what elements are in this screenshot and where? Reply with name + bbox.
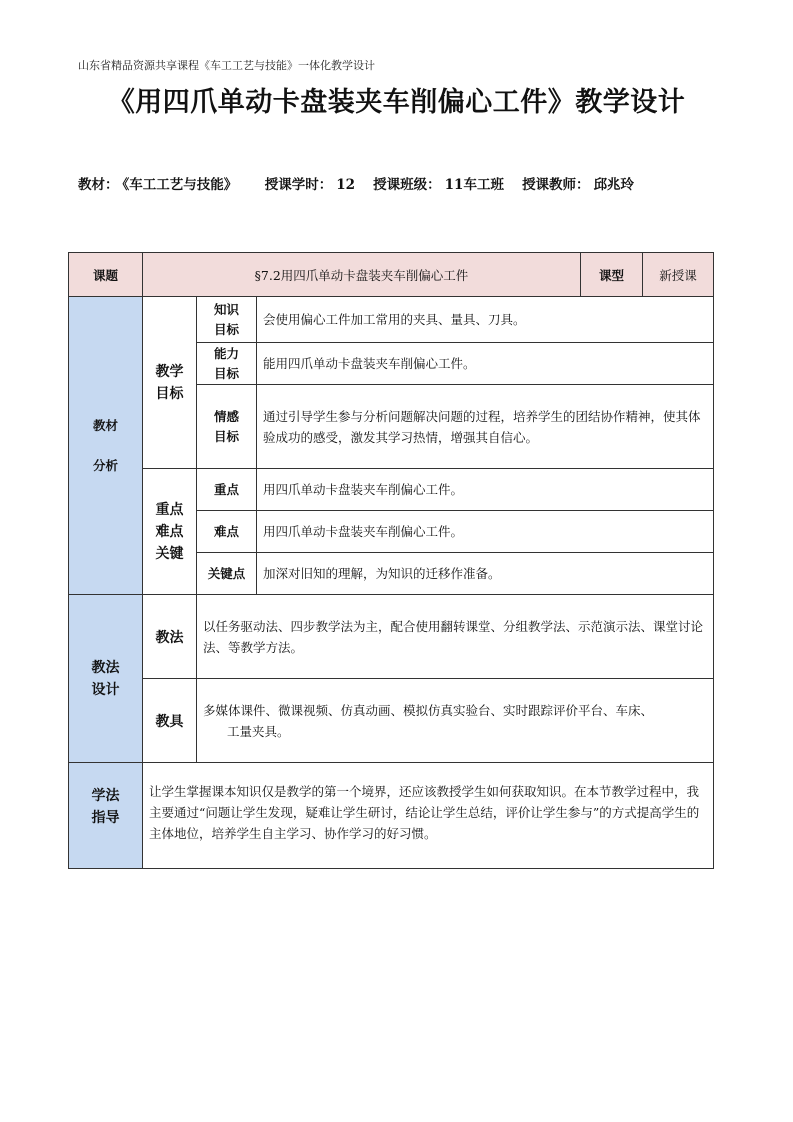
emotion-label-line2: 目标 [213,428,239,444]
goals-label-line2: 目标 [155,385,184,402]
ability-goal-text: 能用四爪单动卡盘装夹车削偏心工件。 [257,343,714,385]
method-label: 教法 [143,595,197,679]
tools-text [197,679,714,763]
material-label-line2: 分析 [92,457,118,473]
keys-label-line1: 重点 [155,501,184,518]
tools-text-line1: 多媒体课件、微课视频、仿真动画、模拟仿真实验台、实时跟踪评价平台、车床、 [203,702,654,718]
study-guide-text: 让学生掌握课本知识仅是教学的第一个境界，还应该教授学生如何获取知识。在本节教学过程中，我主要通过“问题让学生发现，疑难让学生研讨，结论让学生总结，评价让学生参与”的方式提高学生的主体地位，培养学生自主学习、协作学习的好习惯。 [143,763,714,869]
focus-label: 重点 [197,469,257,511]
method-design-line1: 教法 [91,659,120,676]
goal-row-knowledge [69,297,714,343]
course-header: 山东省精品资源共享课程《车工工艺与技能》一体化教学设计 [78,59,375,72]
method-design-line2: 设计 [91,681,120,698]
hours-value: 12 [336,177,356,193]
knowledge-label-line2: 目标 [213,321,239,337]
course-meta [78,168,718,202]
method-design-label [69,595,143,763]
class-value: 11车工班 [444,177,504,193]
focus-text: 用四爪单动卡盘装夹车削偏心工件。 [257,469,714,511]
emotion-goal-text: 通过引导学生参与分析问题解决问题的过程，培养学生的团结协作精神，使其体验成功的感受，激发其学习热情，增强其自信心。 [257,385,714,469]
knowledge-goal-text: 会使用偏心工件加工常用的夹具、量具、刀具。 [257,297,714,343]
study-guide-label [69,763,143,869]
emotion-goal-label [197,385,257,469]
study-guide-line1: 学法 [91,788,120,804]
ability-label-line2: 目标 [213,365,239,381]
hours-label: 授课学时： [264,177,333,193]
class-label: 授课班级： [373,177,441,193]
keys-label-line2: 难点 [155,523,184,540]
teacher-value: 邱兆玲 [593,177,635,193]
knowledge-goal-label [197,297,257,343]
goals-label-line1: 教学 [155,363,184,380]
difficulty-text: 用四爪单动卡盘装夹车削偏心工件。 [257,511,714,553]
study-guide-line2: 指导 [91,810,120,826]
type-label: 课型 [581,253,643,297]
study-guide-row [69,763,714,869]
method-text: 以任务驱动法、四步教学法为主，配合使用翻转课堂、分组教学法、示范演示法、课堂讨论法、等教学方法。 [197,595,714,679]
topic-label: 课题 [69,253,143,297]
teaching-goals-label [143,297,197,469]
topic-value: §7.2用四爪单动卡盘装夹车削偏心工件 [143,253,581,297]
tools-label: 教具 [143,679,197,763]
material-analysis-label [69,297,143,595]
page-title: 《用四爪单动卡盘装夹车削偏心工件》教学设计 [107,87,686,118]
teacher-label: 授课教师： [522,177,590,193]
material-label-line1: 教材 [92,417,118,433]
lesson-plan-table [68,252,714,869]
topic-row [69,253,714,297]
key-label: 关键点 [197,553,257,595]
type-value: 新授课 [643,253,714,297]
method-row [69,595,714,679]
keys-label [143,469,197,595]
knowledge-label-line1: 知识 [213,301,239,317]
tools-text-line2: 工量夹具。 [227,723,290,739]
difficulty-label: 难点 [197,511,257,553]
emotion-label-line1: 情感 [213,408,239,424]
ability-label-line1: 能力 [213,345,239,361]
tools-row [69,679,714,763]
ability-goal-label [197,343,257,385]
key-row-focus [69,469,714,511]
keys-label-line3: 关键 [155,545,184,562]
textbook-label: 教材： [78,177,119,193]
key-text: 加深对旧知的理解，为知识的迁移作准备。 [257,553,714,595]
textbook-value: 《车工工艺与技能》 [122,177,238,193]
